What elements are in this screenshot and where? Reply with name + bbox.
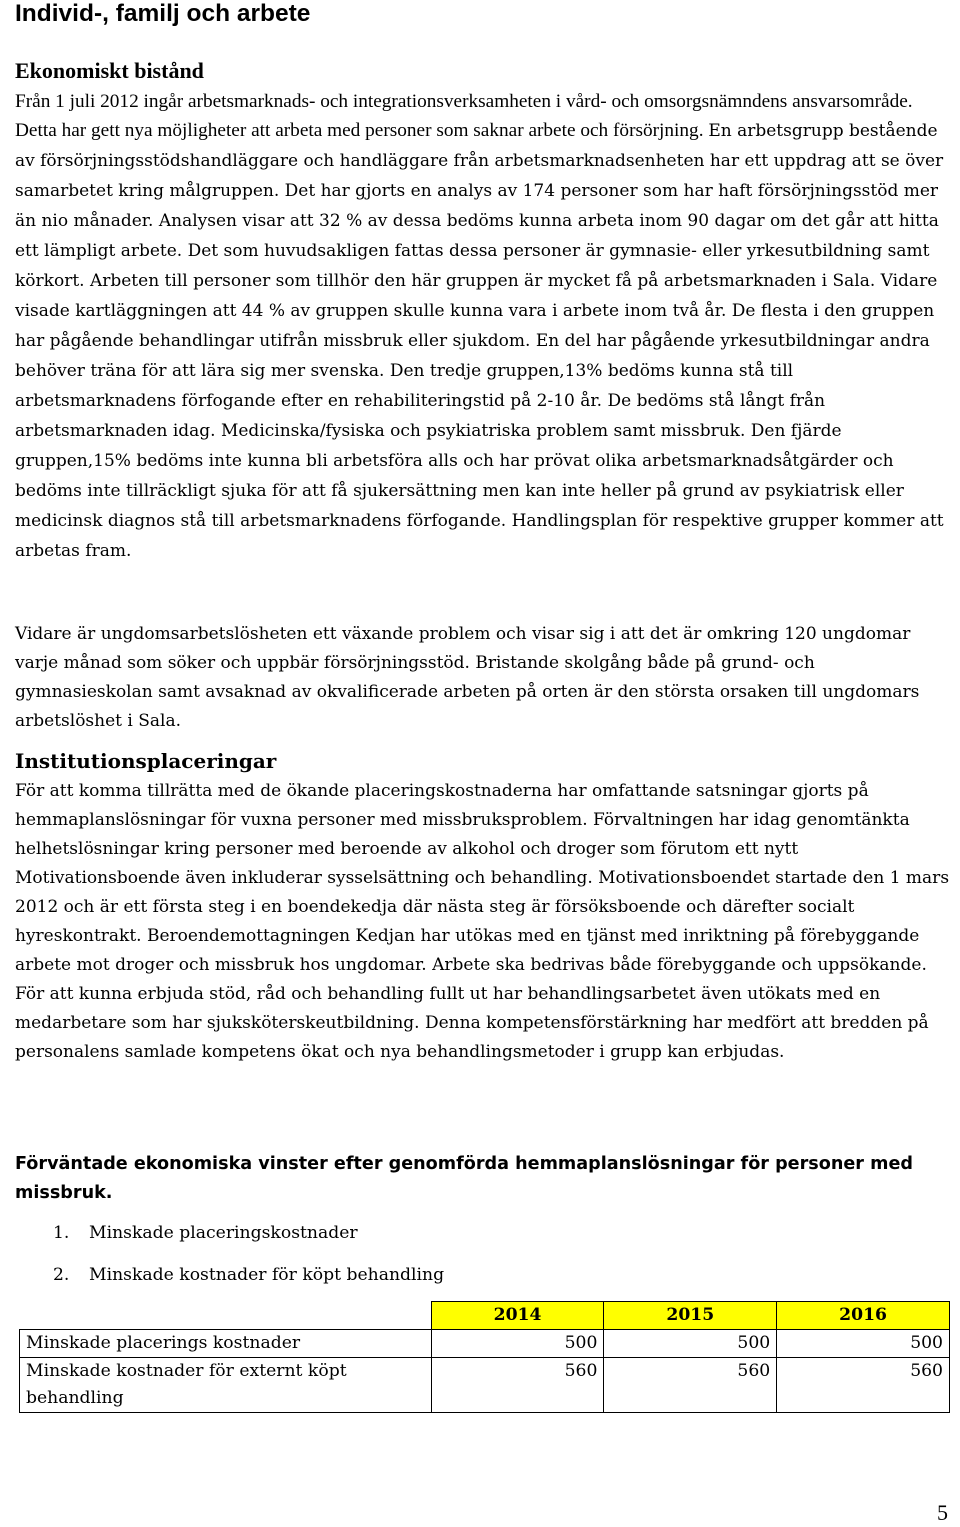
table-cell-value: 560 — [431, 1358, 604, 1413]
section1-paragraph-youth: Vidare är ungdomsarbetslösheten ett växande problem och visar sig i att det är omkring 120 ungdomar varje månad som söker och uppbär försörjningsstöd. Bristande skolgång både på grund- och gymnasieskolan samt avsaknad av okvalificerade arbeten på orten är den största orsaken till ungdomars arbetslöshet i Sala. — [15, 624, 920, 731]
list-item-number: 1. — [53, 1223, 70, 1243]
table-cell-value: 560 — [777, 1358, 950, 1413]
table-cell-value: 500 — [431, 1330, 604, 1358]
section-heading-ekonomiskt-bistand: Ekonomiskt bistånd — [15, 58, 204, 83]
table-cell-value: 560 — [604, 1358, 777, 1413]
table-row — [20, 1358, 950, 1413]
list-item-text: Minskade kostnader för köpt behandling — [89, 1265, 445, 1285]
table-header-year: 2015 — [604, 1302, 777, 1330]
section1-intro-rest: En arbetsgrupp bestående av försörjningsstödshandläggare och handläggare från arbetsmarknadsenheten har ett uppdrag att se över samarbetet kring målgruppen. Det har gjorts en analys av 174 personer som har haft försörjningsstöd mer än nio månader. Analysen visar att 32 % av dessa bedöms kunna arbeta inom 90 dagar om det går att hitta ett lämpligt arbete. Det som huvudsakligen fattas dessa personer är gymnasie- eller yrkesutbildning samt körkort. Arbeten till personer som tillhör den här gruppen är mycket få på arbetsmarknaden i Sala. Vidare visade kartläggningen att 44 % av gruppen skulle kunna vara i arbete inom två år. De flesta i den gruppen har pågående behandlingar utifrån missbruk eller sjukdom. En del har pågående yrkesutbildningar andra behöver träna för att lära sig mer svenska. Den tredje gruppen,13% bedöms kunna stå till arbetsmarknadens förfogande efter en rehabiliteringstid på 2-10 år. De bedöms stå långt från arbetsmarknaden idag. Medicinska/fysiska och psykiatriska problem samt missbruk. Den fjärde gruppen,15% bedöms inte kunna bli arbetsföra alls och har prövat olika arbetsmarknadsåtgärder och bedöms inte tillräckligt sjuka för att få sjukersättning men kan inte heller på grund av psykiatrisk eller medicinsk diagnos stå till arbetsmarknadens förfogande. Handlingsplan för respektive grupper kommer att arbetas fram. — [15, 121, 944, 561]
list-item — [53, 1218, 444, 1260]
benefits-list — [53, 1218, 444, 1302]
section-heading-institutionsplaceringar: Institutionsplaceringar — [15, 749, 277, 773]
savings-table — [19, 1301, 950, 1413]
table-header-row — [20, 1302, 950, 1330]
section1-paragraph-intro — [15, 87, 945, 566]
table-cell-value: 500 — [604, 1330, 777, 1358]
table-row-label: Minskade placerings kostnader — [20, 1330, 432, 1358]
section-heading-expected-gains: Förväntade ekonomiska vinster efter genomförda hemmaplanslösningar för personer med missbruk. — [15, 1154, 913, 1203]
table-header-empty — [20, 1302, 432, 1330]
document-page — [15, 0, 950, 1408]
table-cell-value: 500 — [777, 1330, 950, 1358]
list-item-number: 2. — [53, 1265, 70, 1285]
list-item-text: Minskade placeringskostnader — [89, 1223, 358, 1243]
page-title: Individ-, familj och arbete — [15, 0, 311, 27]
table-header-year: 2016 — [777, 1302, 950, 1330]
section2-paragraph: För att komma tillrätta med de ökande placeringskostnaderna har omfattande satsningar gjorts på hemmaplanslösningar för vuxna personer med missbruksproblem. Förvaltningen har idag genomtänkta helhetslösningar kring personer med beroende av alkohol och droger som förutom ett nytt Motivationsboende även inkluderar sysselsättning och behandling. Motivationsboendet startade den 1 mars 2012 och är ett första steg i en boendekedja där nästa steg är försöksboende och därefter socialt hyreskontrakt. Beroendemottagningen Kedjan har utökas med en tjänst med inriktning på förebyggande arbete mot droger och missbruk hos ungdomar. Arbete ska bedrivas både förebyggande och uppsökande. För att kunna erbjuda stöd, råd och behandling fullt ut har behandlingsarbetet även utökats med en medarbetare som har sjuksköterskeutbildning. Denna kompetensförstärkning har medfört att bredden på personalens samlade kompetens ökat och nya behandlingsmetoder i grupp kan erbjudas. — [15, 781, 950, 1062]
table-row-label: Minskade kostnader för externt köpt behandling — [20, 1358, 432, 1413]
section1-intro-serif: Från 1 juli 2012 ingår arbetsmarknads- och integrationsverksamheten i vård- och omsorgsnämndens ansvarsområde. Detta har gett nya möjligheter att arbeta med personer som saknar arbete och försörjning. — [15, 91, 913, 141]
page-number: 5 — [937, 1500, 948, 1525]
table-row — [20, 1330, 950, 1358]
list-item — [53, 1260, 444, 1302]
table-header-year: 2014 — [431, 1302, 604, 1330]
